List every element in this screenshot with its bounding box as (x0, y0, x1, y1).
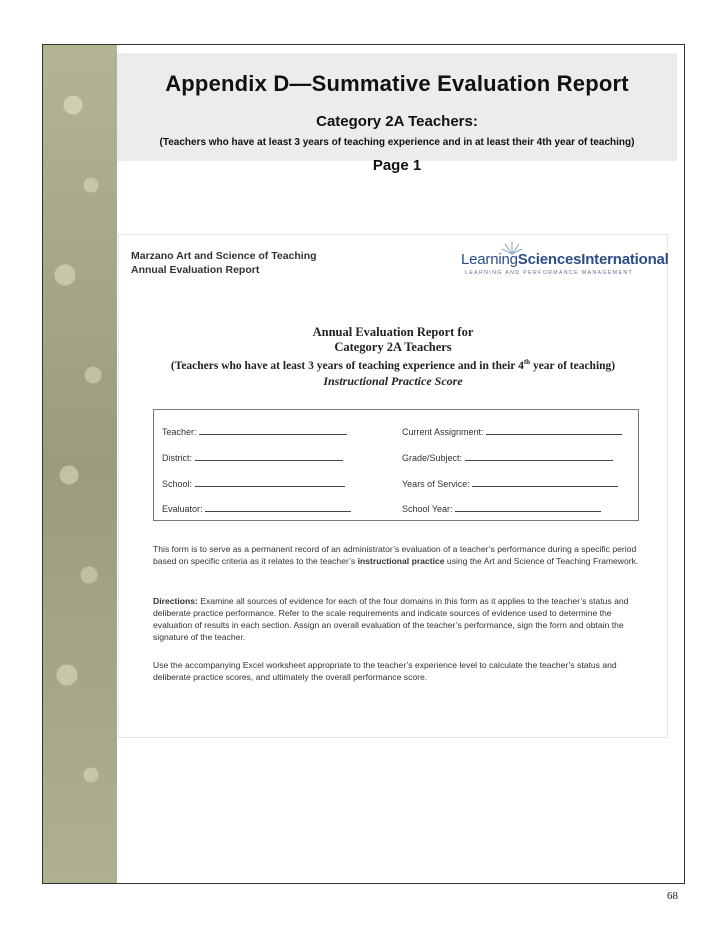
purpose-paragraph: This form is to serve as a permanent record of an administrator’s evaluation of a teacher’s performance during a specific period based on specific criteria as it relates to the teacher’s instructional practice using the Art and Science of Teaching Framework. (153, 544, 639, 566)
lsi-logo (461, 241, 669, 279)
worksheet-paragraph: Use the accompanying Excel worksheet appropriate to the teacher’s experience level to calculate the teacher’s status and deliberate practice scores, and ultimately the overall performance score. (153, 660, 617, 682)
report-score-label: Instructional Practice Score (323, 373, 463, 388)
report-heading (119, 325, 667, 389)
logo-wordmark: LearningSciencesInternational (461, 251, 669, 268)
school-field: School: (162, 478, 345, 489)
page-number: 68 (667, 890, 678, 902)
grade-subject-field: Grade/Subject: (402, 452, 613, 463)
page-frame (42, 44, 685, 884)
logo-tagline: LEARNING AND PERFORMANCE MANAGEMENT (465, 270, 634, 276)
brand-line-1: Marzano Art and Science of Teaching (131, 250, 317, 262)
embedded-document-image (119, 235, 667, 737)
decorative-sidebar (43, 45, 117, 883)
district-field: District: (162, 452, 343, 463)
report-description: (Teachers who have at least 3 years of teaching experience and in their 4th year of teaching) (170, 358, 616, 372)
teacher-field: Teacher: (162, 426, 347, 437)
category-subtitle: Category 2A Teachers: (316, 113, 478, 130)
years-of-service-field: Years of Service: (402, 478, 618, 489)
page-title: Appendix D—Summative Evaluation Report (165, 71, 629, 96)
document-brand (131, 249, 317, 277)
report-title: Annual Evaluation Report for (312, 325, 474, 339)
brand-line-2: Annual Evaluation Report (131, 264, 260, 276)
header-band (117, 53, 677, 174)
evaluator-field: Evaluator: (162, 503, 351, 514)
teacher-info-box (153, 409, 639, 521)
school-year-field: School Year: (402, 503, 601, 514)
directions-paragraph: Directions: Examine all sources of evidence for each of the four domains in this form as it applies to the teacher’s status and deliberate practice performance. Refer to the scale requirements and indicate sources of evidence used to determine the evaluation of results in each section. Assign an overall evaluation of the teacher’s performance, sign the form and obtain the signature of the teacher. (153, 596, 629, 642)
category-description: (Teachers who have at least 3 years of teaching experience and in at least their 4th year of teaching) (159, 137, 635, 148)
page-label: Page 1 (372, 157, 422, 174)
report-category: Category 2A Teachers (334, 340, 452, 354)
current-assignment-field: Current Assignment: (402, 426, 622, 437)
